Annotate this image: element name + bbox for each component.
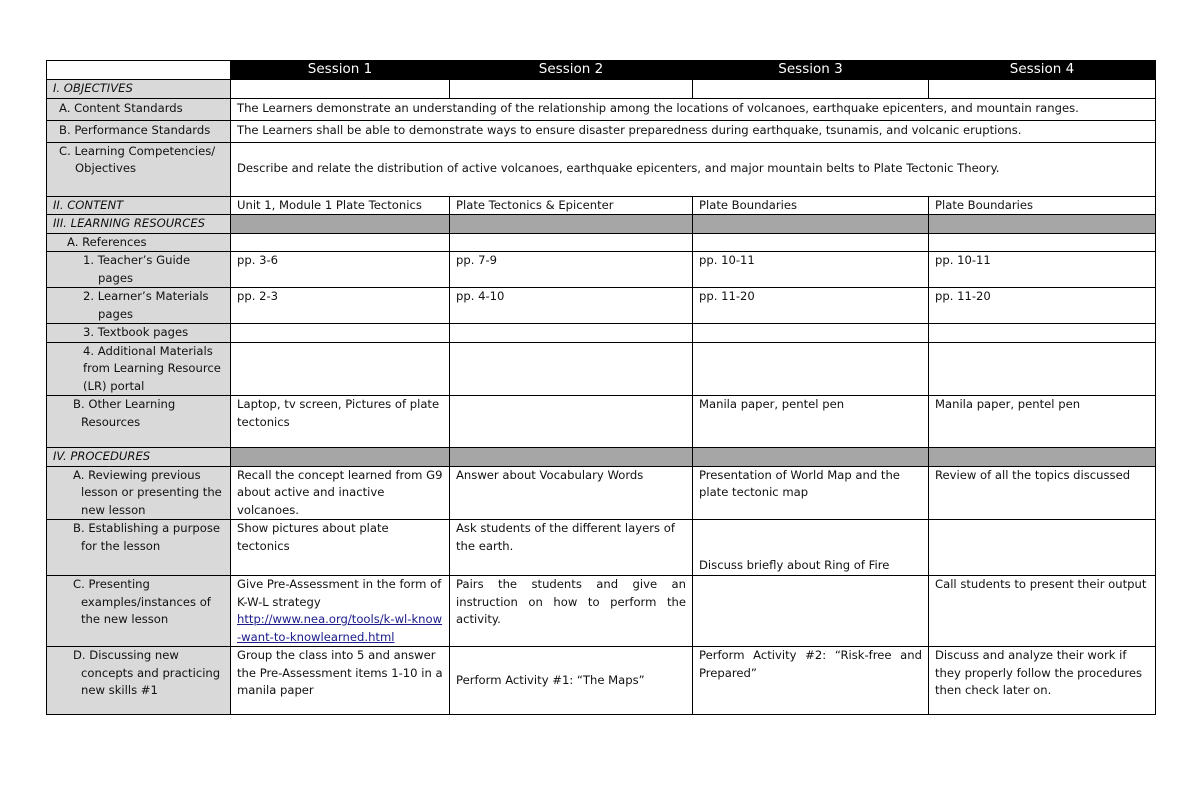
procedure-b-s4: [929, 520, 1156, 576]
procedure-c-label: C. Presenting examples/instances of the new lesson: [47, 576, 231, 647]
header-corner: [47, 61, 231, 80]
procedure-b-label: B. Establishing a purpose for the lesson: [47, 520, 231, 576]
content-session-4: Plate Boundaries: [929, 196, 1156, 215]
procedure-d-row: [47, 647, 1156, 715]
other-resources-s1: Laptop, tv screen, Pictures of plate tectonics: [231, 396, 450, 448]
textbook-row: [47, 324, 1156, 343]
procedure-b-row: [47, 520, 1156, 576]
content-session-3: Plate Boundaries: [693, 196, 929, 215]
teachers-guide-s2: pp. 7-9: [450, 252, 693, 288]
teachers-guide-s1: pp. 3-6: [231, 252, 450, 288]
learners-materials-label: 2. Learner’s Materials pages: [47, 288, 231, 324]
performance-standards-row: [47, 120, 1156, 142]
other-resources-s4: Manila paper, pentel pen: [929, 396, 1156, 448]
procedure-a-s1: Recall the concept learned from G9 about active and inactive volcanoes.: [231, 466, 450, 520]
procedure-d-s1: Group the class into 5 and answer the Pre-Assessment items 1-10 in a manila paper: [231, 647, 450, 715]
procedures-title: IV. PROCEDURES: [47, 448, 231, 467]
additional-materials-label: 4. Additional Materials from Learning Resource (LR) portal: [47, 342, 231, 396]
procedure-d-s3: Perform Activity #2: “Risk-free and Prepared”: [693, 647, 929, 715]
content-row: [47, 196, 1156, 215]
other-resources-row: [47, 396, 1156, 448]
competencies-label: C. Learning Competencies/ Objectives: [47, 142, 231, 196]
procedure-d-s4: Discuss and analyze their work if they properly follow the procedures then check later on.: [929, 647, 1156, 715]
procedure-b-s1: Show pictures about plate tectonics: [231, 520, 450, 576]
procedure-c-s4: Call students to present their output: [929, 576, 1156, 647]
procedure-a-s3: Presentation of World Map and the plate tectonic map: [693, 466, 929, 520]
references-row: [47, 233, 1156, 252]
learners-materials-s3: pp. 11-20: [693, 288, 929, 324]
performance-standards-label: B. Performance Standards: [47, 120, 231, 142]
session-2-header: Session 2: [450, 61, 693, 80]
objectives-title: I. OBJECTIVES: [47, 80, 231, 99]
resources-title: III. LEARNING RESOURCES: [47, 215, 231, 234]
session-3-header: Session 3: [693, 61, 929, 80]
references-label: A. References: [47, 233, 231, 252]
procedure-b-s2: Ask students of the different layers of the earth.: [450, 520, 693, 576]
learners-materials-s4: pp. 11-20: [929, 288, 1156, 324]
teachers-guide-row: [47, 252, 1156, 288]
content-session-2: Plate Tectonics & Epicenter: [450, 196, 693, 215]
content-title: II. CONTENT: [47, 196, 231, 215]
procedure-a-s4: Review of all the topics discussed: [929, 466, 1156, 520]
session-4-header: Session 4: [929, 61, 1156, 80]
procedure-c-s2: Pairs the students and give an instruction on how to perform the activity.: [450, 576, 693, 647]
content-standards-label: A. Content Standards: [47, 98, 231, 120]
header-row: [47, 61, 1156, 80]
competencies-text: Describe and relate the distribution of active volcanoes, earthquake epicenters, and major mountain belts to Plate Tectonic Theory.: [231, 142, 1156, 196]
procedure-a-label: A. Reviewing previous lesson or presenting the new lesson: [47, 466, 231, 520]
other-resources-s2: [450, 396, 693, 448]
procedure-a-s2: Answer about Vocabulary Words: [450, 466, 693, 520]
learners-materials-s1: pp. 2-3: [231, 288, 450, 324]
content-session-1: Unit 1, Module 1 Plate Tectonics: [231, 196, 450, 215]
kwl-strategy-link[interactable]: http://www.nea.org/tools/k-wl-know-want-to-knowlearned.html: [237, 612, 443, 644]
teachers-guide-s4: pp. 10-11: [929, 252, 1156, 288]
procedure-c-row: [47, 576, 1156, 647]
resources-title-row: [47, 215, 1156, 234]
teachers-guide-label: 1. Teacher’s Guide pages: [47, 252, 231, 288]
procedure-b-s3: Discuss briefly about Ring of Fire: [693, 520, 929, 576]
procedure-c-s1: Give Pre-Assessment in the form of K-W-L strategy http://www.nea.org/tools/k-wl-know-want-to-knowlearned.html: [231, 576, 450, 647]
lesson-plan-sheet: [46, 60, 1155, 715]
lesson-plan-table: [46, 60, 1156, 715]
procedure-a-row: [47, 466, 1156, 520]
procedure-c-s3: [693, 576, 929, 647]
session-1-header: Session 1: [231, 61, 450, 80]
procedure-d-s2: Perform Activity #1: “The Maps”: [450, 647, 693, 715]
teachers-guide-s3: pp. 10-11: [693, 252, 929, 288]
learners-materials-s2: pp. 4-10: [450, 288, 693, 324]
other-resources-s3: Manila paper, pentel pen: [693, 396, 929, 448]
learners-materials-row: [47, 288, 1156, 324]
additional-materials-row: [47, 342, 1156, 396]
textbook-label: 3. Textbook pages: [47, 324, 231, 343]
procedure-d-label: D. Discussing new concepts and practicing new skills #1: [47, 647, 231, 715]
content-standards-row: [47, 98, 1156, 120]
content-standards-text: The Learners demonstrate an understanding of the relationship among the locations of volcanoes, earthquake epicenters, and mountain ranges.: [231, 98, 1156, 120]
objectives-title-row: [47, 80, 1156, 99]
performance-standards-text: The Learners shall be able to demonstrate ways to ensure disaster preparedness during earthquake, tsunamis, and volcanic eruptions.: [231, 120, 1156, 142]
competencies-row: [47, 142, 1156, 196]
other-resources-label: B. Other Learning Resources: [47, 396, 231, 448]
procedures-title-row: [47, 448, 1156, 467]
